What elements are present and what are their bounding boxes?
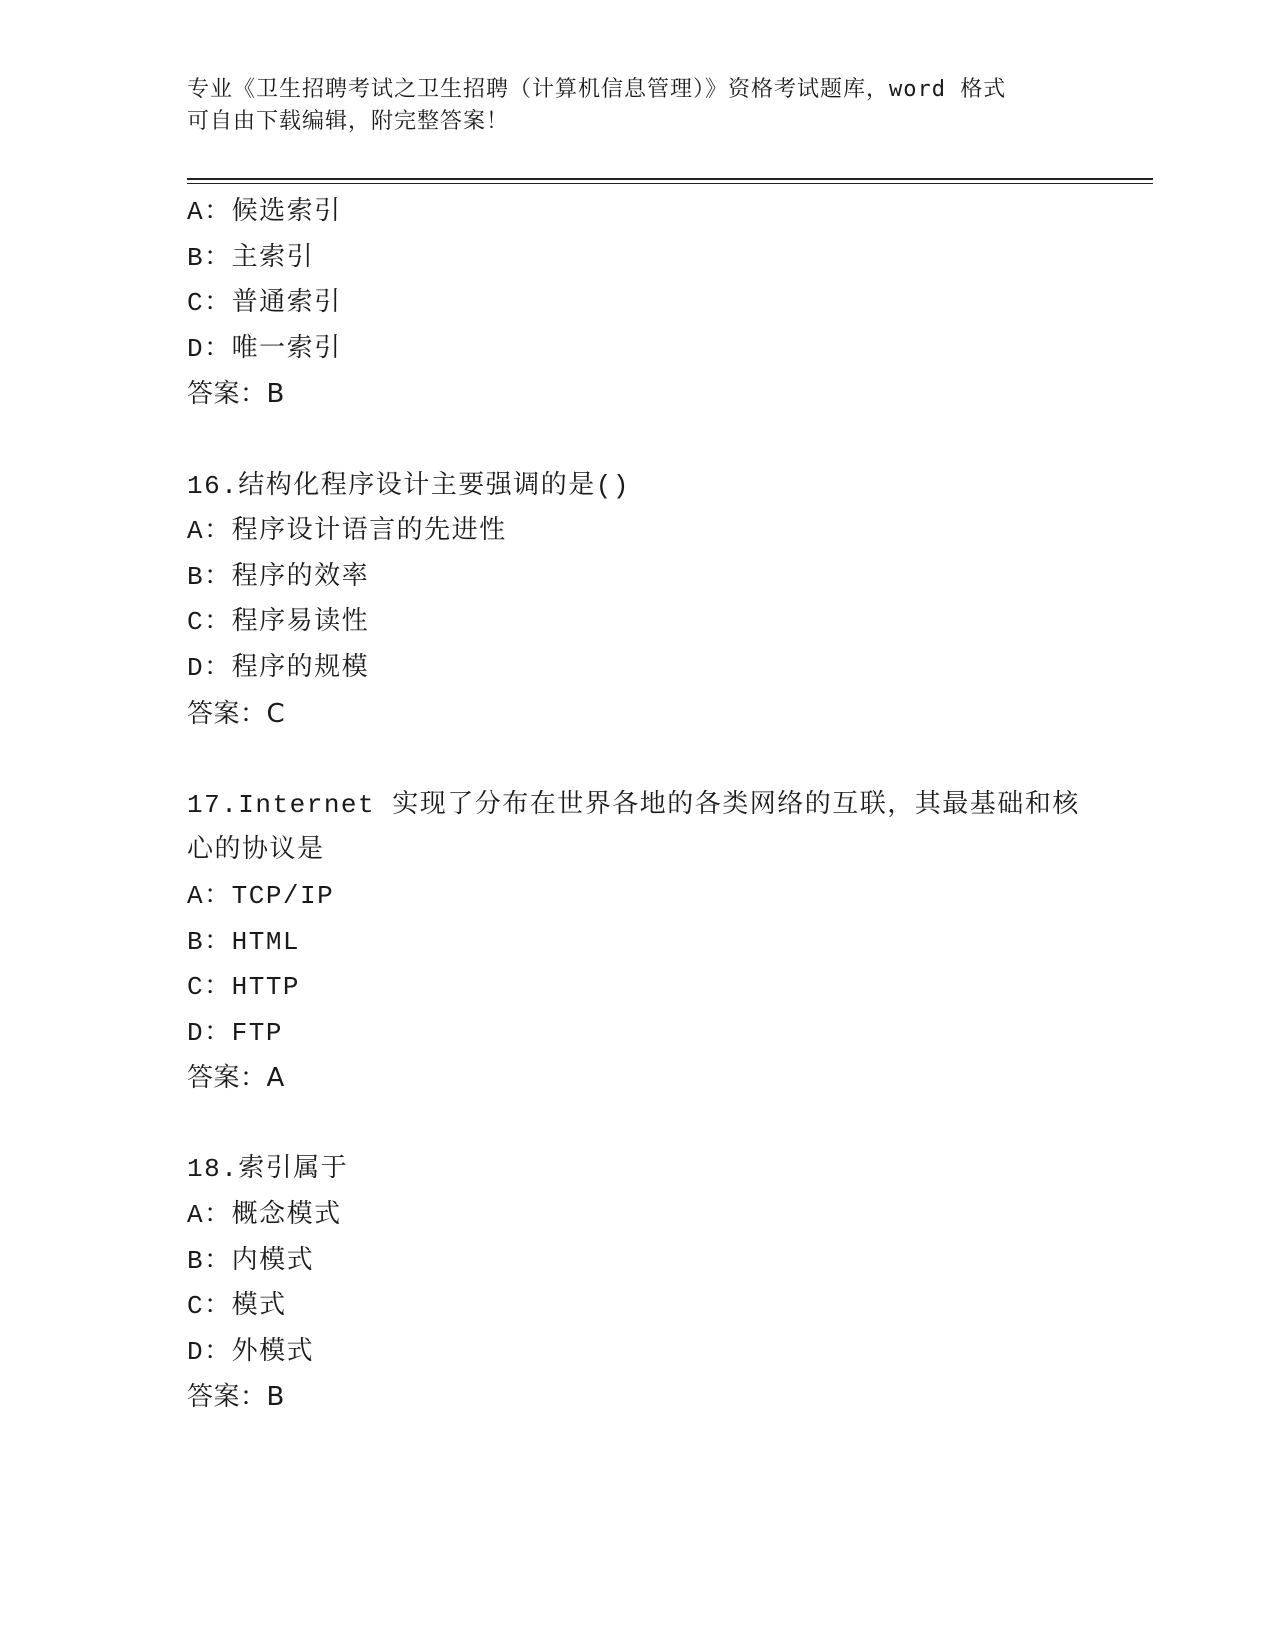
option-key: C： — [187, 1291, 232, 1322]
spacer — [187, 737, 1087, 783]
option-b — [187, 236, 1087, 282]
option-key: B： — [187, 926, 232, 957]
option-d — [187, 1011, 1087, 1057]
option-text: 程序的规模 — [231, 652, 370, 683]
option-key: D： — [187, 1017, 232, 1048]
option-c — [187, 281, 1087, 327]
option-text: 候选索引 — [231, 197, 342, 227]
spacer — [187, 1102, 1087, 1148]
question-18 — [187, 1147, 1087, 1421]
option-text: TCP/IP — [231, 880, 335, 911]
option-text: 程序的效率 — [231, 561, 370, 592]
option-text: 普通索引 — [231, 288, 342, 319]
option-key: C： — [187, 288, 232, 319]
option-key: B： — [187, 242, 232, 273]
question-16 — [187, 464, 1087, 738]
option-key: A： — [187, 197, 232, 227]
option-key: D： — [187, 1336, 232, 1367]
option-b — [187, 920, 1087, 966]
option-key: B： — [187, 561, 232, 592]
answer: 答案：B — [187, 1382, 285, 1413]
option-a — [187, 1193, 1087, 1239]
header-line-1: 专业《卫生招聘考试之卫生招聘（计算机信息管理）》资格考试题库，word 格式 — [187, 77, 1007, 102]
answer: 答案：A — [187, 1063, 285, 1094]
option-text: 主索引 — [231, 242, 315, 273]
document-header — [187, 74, 1087, 138]
option-a — [187, 190, 1087, 236]
option-text: 程序设计语言的先进性 — [231, 516, 507, 547]
header-divider-thick — [187, 178, 1153, 180]
option-text: 唯一索引 — [231, 333, 342, 364]
question-15 — [187, 190, 1087, 418]
option-key: A： — [187, 880, 232, 911]
question-stem-line-2: 心的协议是 — [187, 835, 325, 866]
question-list — [187, 190, 1087, 1421]
option-c — [187, 965, 1087, 1011]
option-key: A： — [187, 516, 232, 547]
header-line-2: 可自由下载编辑，附完整答案！ — [187, 109, 510, 134]
option-d — [187, 646, 1087, 692]
option-key: D： — [187, 652, 232, 683]
option-key: C： — [187, 607, 232, 638]
header-divider-thin — [187, 183, 1153, 184]
option-d — [187, 327, 1087, 373]
question-stem-line-1: 17.Internet 实现了分布在世界各地的各类网络的互联，其最基础和核 — [187, 789, 1080, 820]
option-key: D： — [187, 333, 232, 364]
option-text: 外模式 — [231, 1336, 315, 1367]
option-key: C： — [187, 972, 232, 1003]
option-c — [187, 1284, 1087, 1330]
option-text: HTTP — [231, 972, 301, 1003]
option-key: A： — [187, 1200, 232, 1231]
question-17 — [187, 783, 1087, 1102]
option-b — [187, 555, 1087, 601]
option-a — [187, 874, 1087, 920]
option-text: HTML — [231, 926, 301, 957]
option-a — [187, 509, 1087, 555]
question-stem: 18.索引属于 — [187, 1154, 349, 1185]
spacer — [187, 418, 1087, 464]
option-key: B： — [187, 1245, 232, 1276]
option-d — [187, 1330, 1087, 1376]
option-text: 概念模式 — [231, 1200, 342, 1231]
question-stem: 16.结构化程序设计主要强调的是() — [187, 470, 631, 501]
option-text: FTP — [231, 1017, 283, 1048]
option-text: 程序易读性 — [231, 607, 370, 638]
option-c — [187, 600, 1087, 646]
option-text: 模式 — [231, 1291, 287, 1322]
answer: 答案：B — [187, 379, 285, 410]
answer: 答案：C — [187, 698, 286, 729]
option-text: 内模式 — [231, 1245, 315, 1276]
option-b — [187, 1239, 1087, 1285]
